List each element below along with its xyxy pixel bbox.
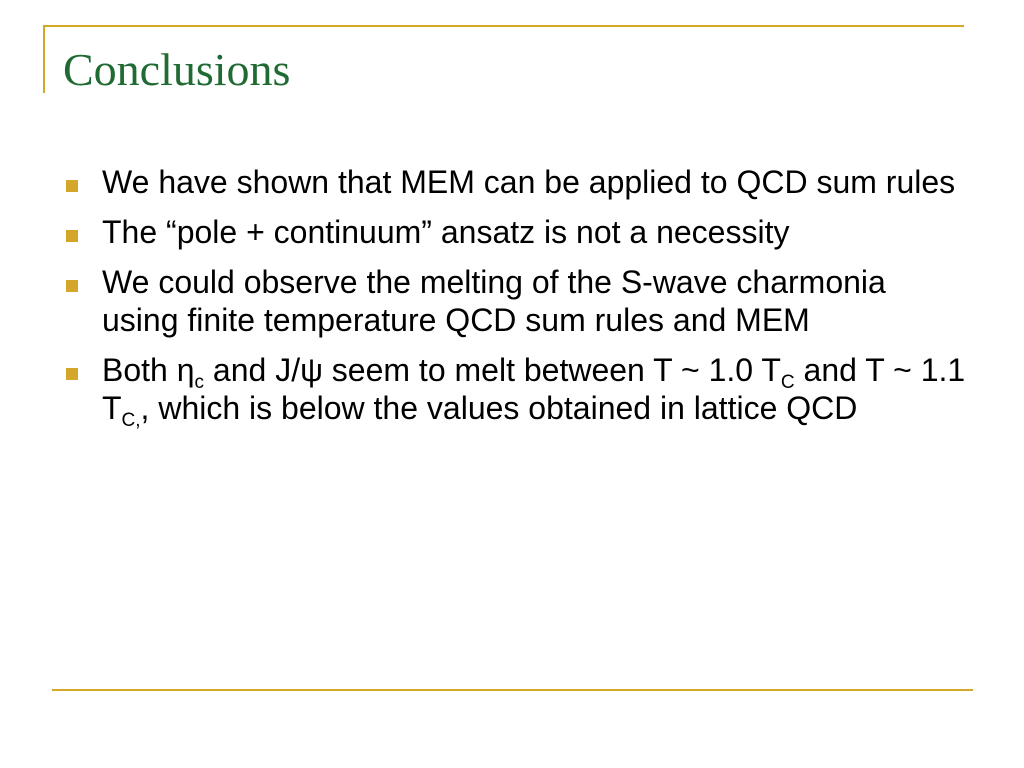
- bullet-text: [102, 352, 966, 431]
- bullet-item: [66, 163, 966, 201]
- text-segment: , which is below the values obtained in lattice QCD: [140, 390, 858, 426]
- bullet-text: We could observe the melting of the S-wave charmonia using finite temperature QCD sum rules and MEM: [102, 264, 886, 338]
- subscript: C: [780, 372, 795, 393]
- square-bullet-icon: [66, 230, 78, 242]
- bullet-item: [66, 213, 966, 251]
- subscript: c: [194, 372, 205, 393]
- text-segment: and J/ψ seem to melt between T ~ 1.0 T: [204, 352, 781, 388]
- square-bullet-icon: [66, 180, 78, 192]
- bottom-rule: [52, 689, 973, 691]
- subscript: C,: [121, 410, 141, 431]
- square-bullet-icon: [66, 368, 78, 380]
- bullet-text: The “pole + continuum” ansatz is not a necessity: [102, 214, 790, 250]
- square-bullet-icon: [66, 280, 78, 292]
- bullet-item: [66, 263, 966, 339]
- bullet-text: We have shown that MEM can be applied to QCD sum rules: [102, 164, 956, 200]
- left-rule: [43, 25, 45, 93]
- top-rule: [43, 25, 964, 27]
- bullet-item: [66, 351, 966, 431]
- slide-title: Conclusions: [63, 44, 291, 95]
- text-segment: Both η: [102, 352, 195, 388]
- bullet-list: [66, 163, 966, 439]
- text-segment: and T ~ 1.1 T: [102, 352, 966, 426]
